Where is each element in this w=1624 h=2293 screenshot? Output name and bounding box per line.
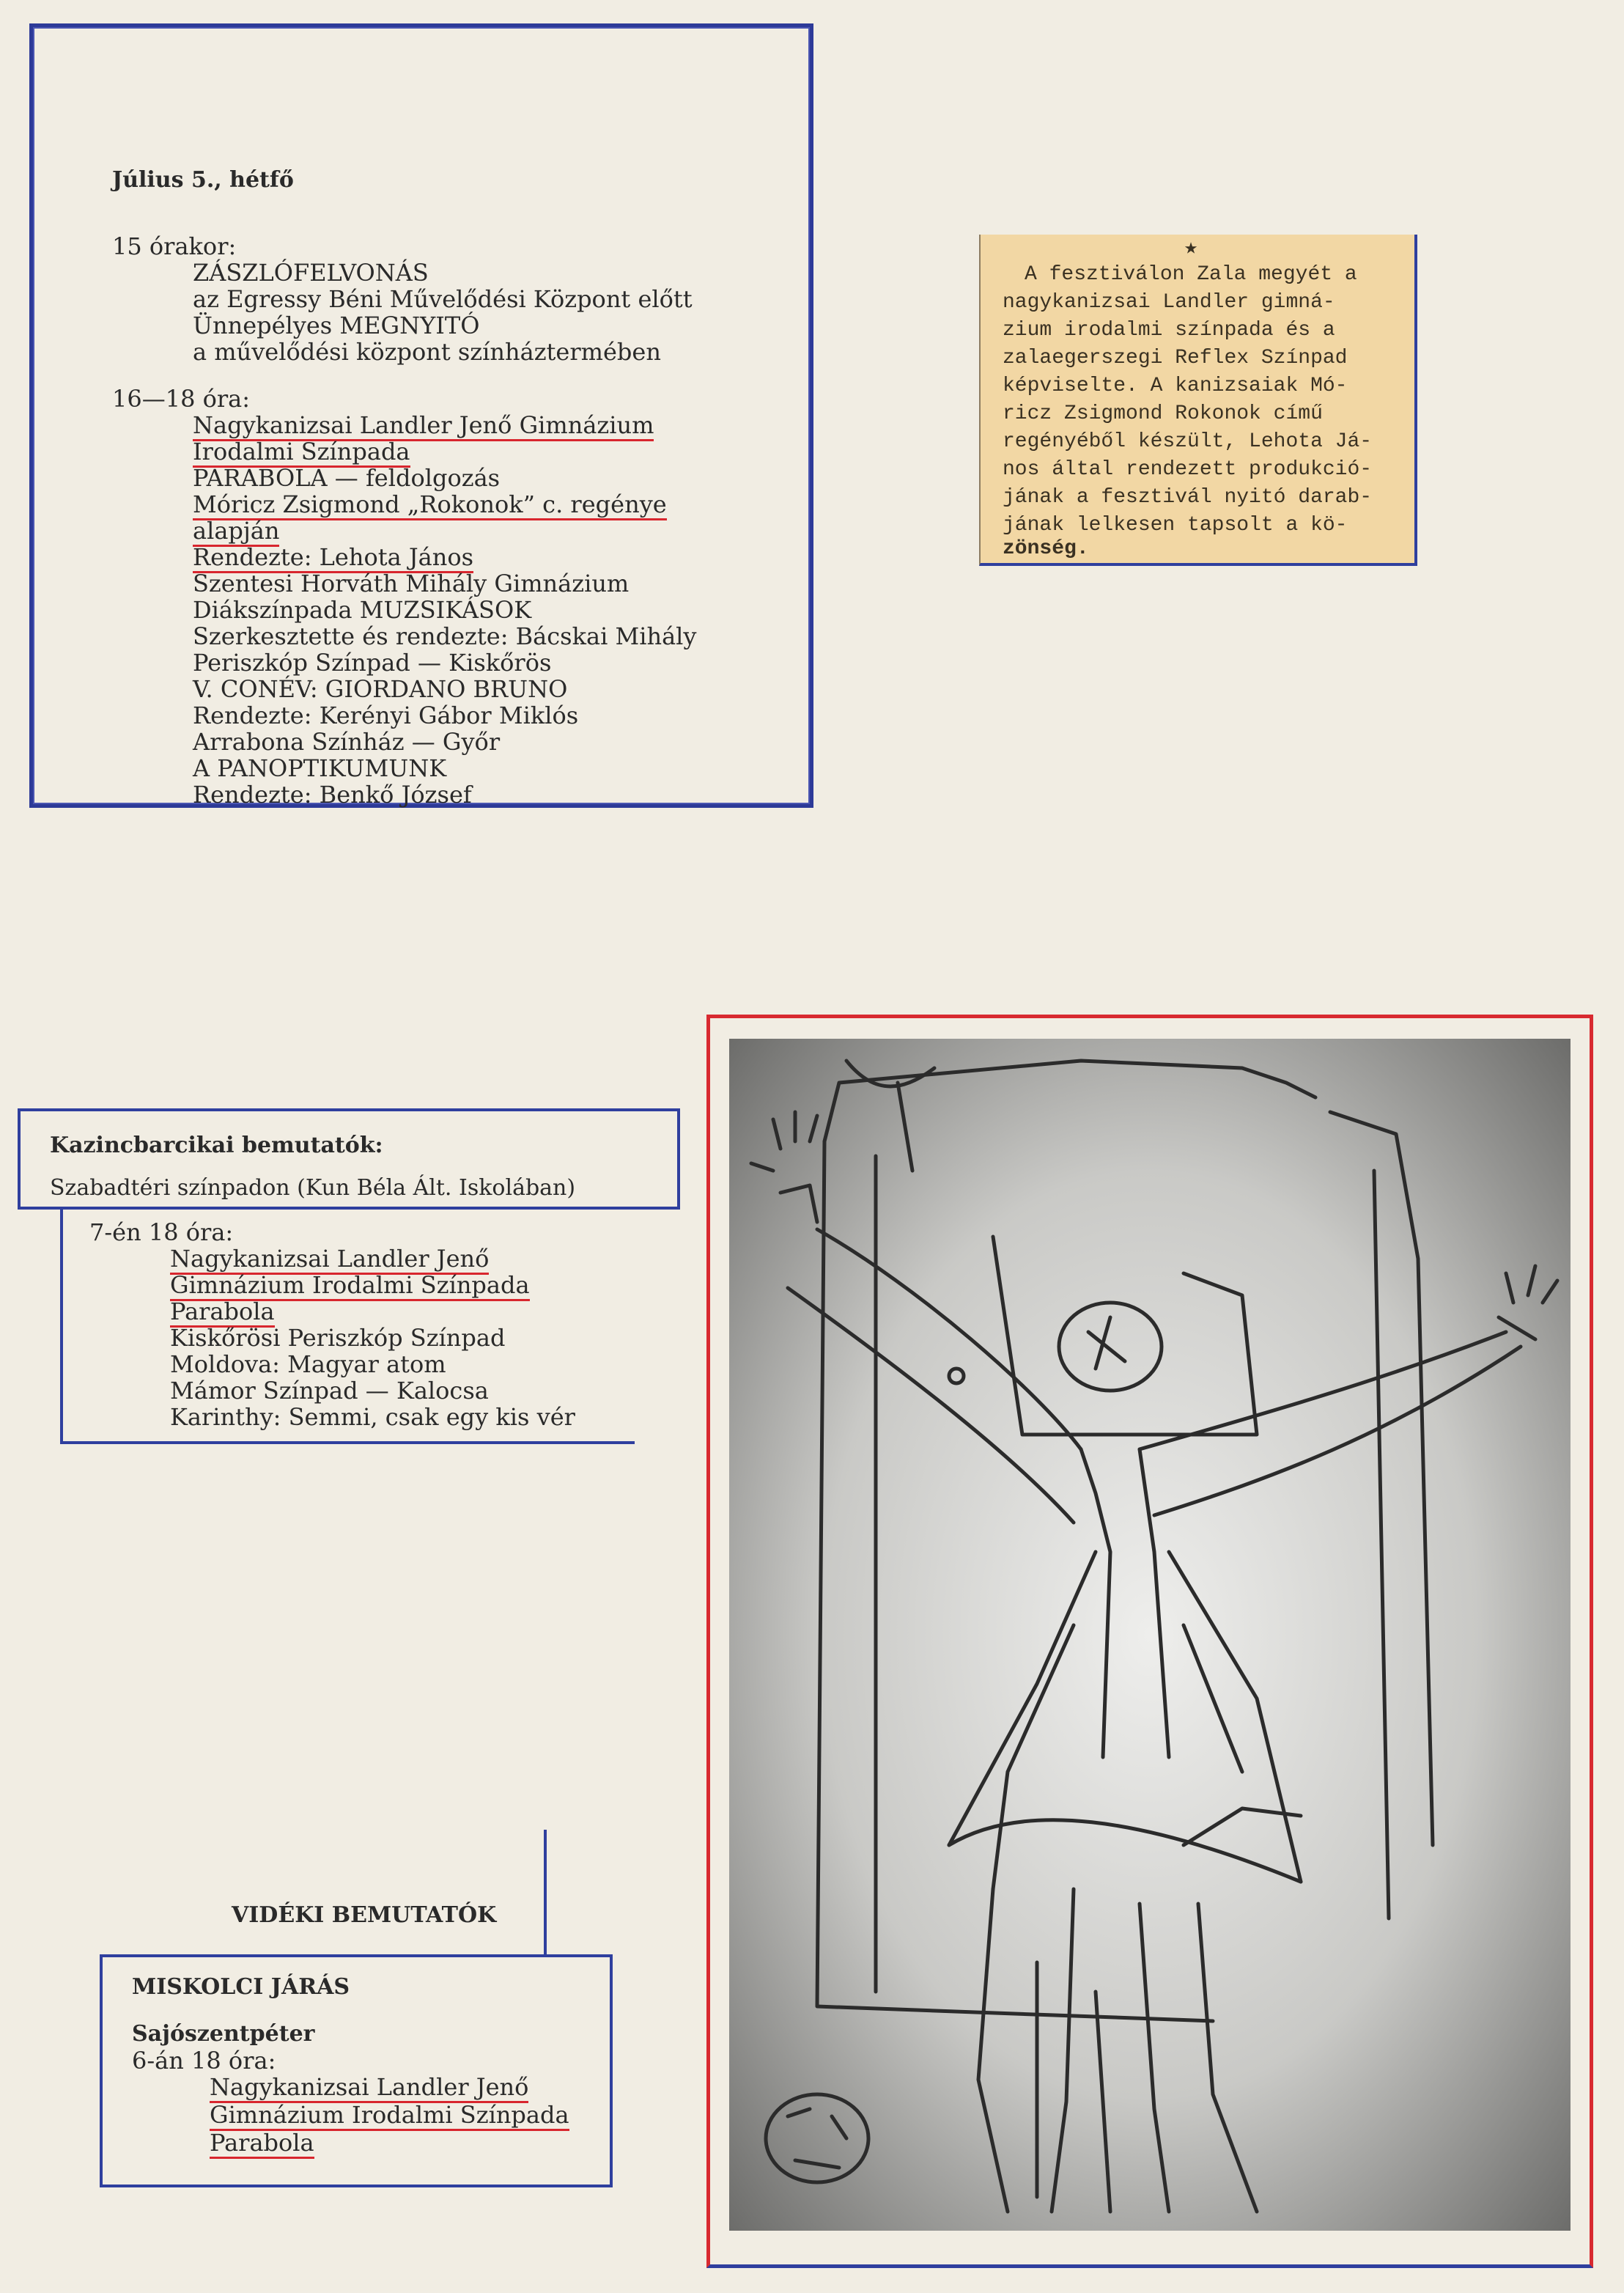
- miskolc-line-underlined: Nagykanizsai Landler Jenő: [210, 2075, 528, 2103]
- clipping-line: képviselte. A kanizsaiak Mó-: [1003, 375, 1348, 397]
- clipping-line: zönség.: [1003, 537, 1089, 560]
- miskolc-time: 6-án 18 óra:: [132, 2047, 276, 2075]
- program-line: Szerkesztette és rendezte: Bácskai Mihály: [193, 622, 697, 650]
- miskolc-district: MISKOLCI JÁRÁS: [132, 1974, 350, 2000]
- program-line: Arrabona Színház — Győr: [193, 728, 501, 756]
- videki-title-box: [198, 1830, 547, 1954]
- clipping-line: nagykanizsai Landler gimná-: [1003, 291, 1335, 314]
- program-time-16-18: 16—18 óra:: [112, 385, 251, 413]
- program-time-15: 15 órakor:: [112, 232, 237, 260]
- program-line: a művelődési központ színháztermében: [193, 338, 661, 366]
- miskolc-box: [100, 1954, 613, 2187]
- program-line: V. CONÉV: GIORDANO BRUNO: [193, 675, 568, 703]
- videki-title: VIDÉKI BEMUTATÓK: [232, 1902, 497, 1928]
- program-line: Ünnepélyes MEGNYITÓ: [193, 312, 480, 339]
- kazincbarcika-line-underlined: Nagykanizsai Landler Jenő: [170, 1246, 489, 1275]
- program-line: A PANOPTIKUMUNK: [193, 754, 447, 782]
- miskolc-line-underlined: Gimnázium Irodalmi Színpada: [210, 2102, 569, 2131]
- program-line-underlined: Nagykanizsai Landler Jenő Gimnázium: [193, 413, 654, 441]
- program-box: [29, 23, 813, 808]
- program-line-underlined: Móricz Zsigmond „Rokonok” c. regénye: [193, 492, 667, 520]
- program-line: ZÁSZLÓFELVONÁS: [193, 259, 429, 287]
- drawing-frame: [706, 1015, 1593, 2268]
- program-line: az Egressy Béni Művelődési Központ előtt: [193, 285, 693, 313]
- kazincbarcika-line: Kiskőrösi Periszkóp Színpad: [170, 1324, 506, 1352]
- program-line-underlined: Irodalmi Színpada: [193, 439, 410, 468]
- program-line-underlined: alapján: [193, 518, 279, 547]
- kazincbarcika-time: 7-én 18 óra:: [89, 1218, 234, 1246]
- crucifix-drawing: [729, 1039, 1571, 2231]
- program-line: Diákszínpada MUZSIKÁSOK: [193, 596, 532, 624]
- clipping-line: zalaegerszegi Reflex Színpad: [1003, 347, 1348, 369]
- clipping-line: zium irodalmi színpada és a: [1003, 319, 1335, 342]
- program-line: Szentesi Horváth Mihály Gimnázium: [193, 570, 630, 597]
- clipping-line: nos által rendezett produkció-: [1003, 458, 1373, 481]
- kazincbarcika-program-box: [60, 1210, 635, 1444]
- clipping-line: jának lelkesen tapsolt a kö-: [1003, 514, 1348, 537]
- program-line: Periszkóp Színpad — Kiskőrös: [193, 649, 552, 677]
- program-line-underlined: Rendezte: Lehota János: [193, 545, 473, 573]
- program-heading: Július 5., hétfő: [112, 167, 294, 193]
- kazincbarcika-line: Mámor Színpad — Kalocsa: [170, 1377, 489, 1405]
- star-icon: ★: [1184, 236, 1198, 261]
- program-line: Rendezte: Benkő József: [193, 781, 472, 809]
- kazincbarcika-line-underlined: Gimnázium Irodalmi Színpada: [170, 1273, 530, 1301]
- clipping-line: jának a fesztivál nyitó darab-: [1003, 486, 1373, 509]
- kazincbarcika-line: Karinthy: Semmi, csak egy kis vér: [170, 1403, 575, 1431]
- newspaper-clipping: [979, 235, 1417, 566]
- clipping-line: regényéből készült, Lehota Já-: [1003, 430, 1373, 453]
- kazincbarcika-line-underlined: Parabola: [170, 1299, 275, 1328]
- clipping-line: ricz Zsigmond Rokonok című: [1003, 402, 1323, 425]
- program-line: Rendezte: Kerényi Gábor Miklós: [193, 702, 579, 729]
- kazincbarcika-line: Moldova: Magyar atom: [170, 1350, 446, 1378]
- crucifix-drawing-image: [729, 1039, 1571, 2231]
- kazincbarcika-title: Kazincbarcikai bemutatók:: [50, 1133, 383, 1158]
- kazincbarcika-venue: Szabadtéri színpadon (Kun Béla Ált. Iskolában): [50, 1175, 576, 1201]
- clipping-line: A fesztiválon Zala megyét a: [1025, 263, 1357, 286]
- program-line: PARABOLA — feldolgozás: [193, 464, 501, 492]
- kazincbarcika-header-box: [18, 1108, 680, 1210]
- miskolc-town: Sajószentpéter: [132, 2021, 315, 2047]
- miskolc-line-underlined: Parabola: [210, 2130, 314, 2159]
